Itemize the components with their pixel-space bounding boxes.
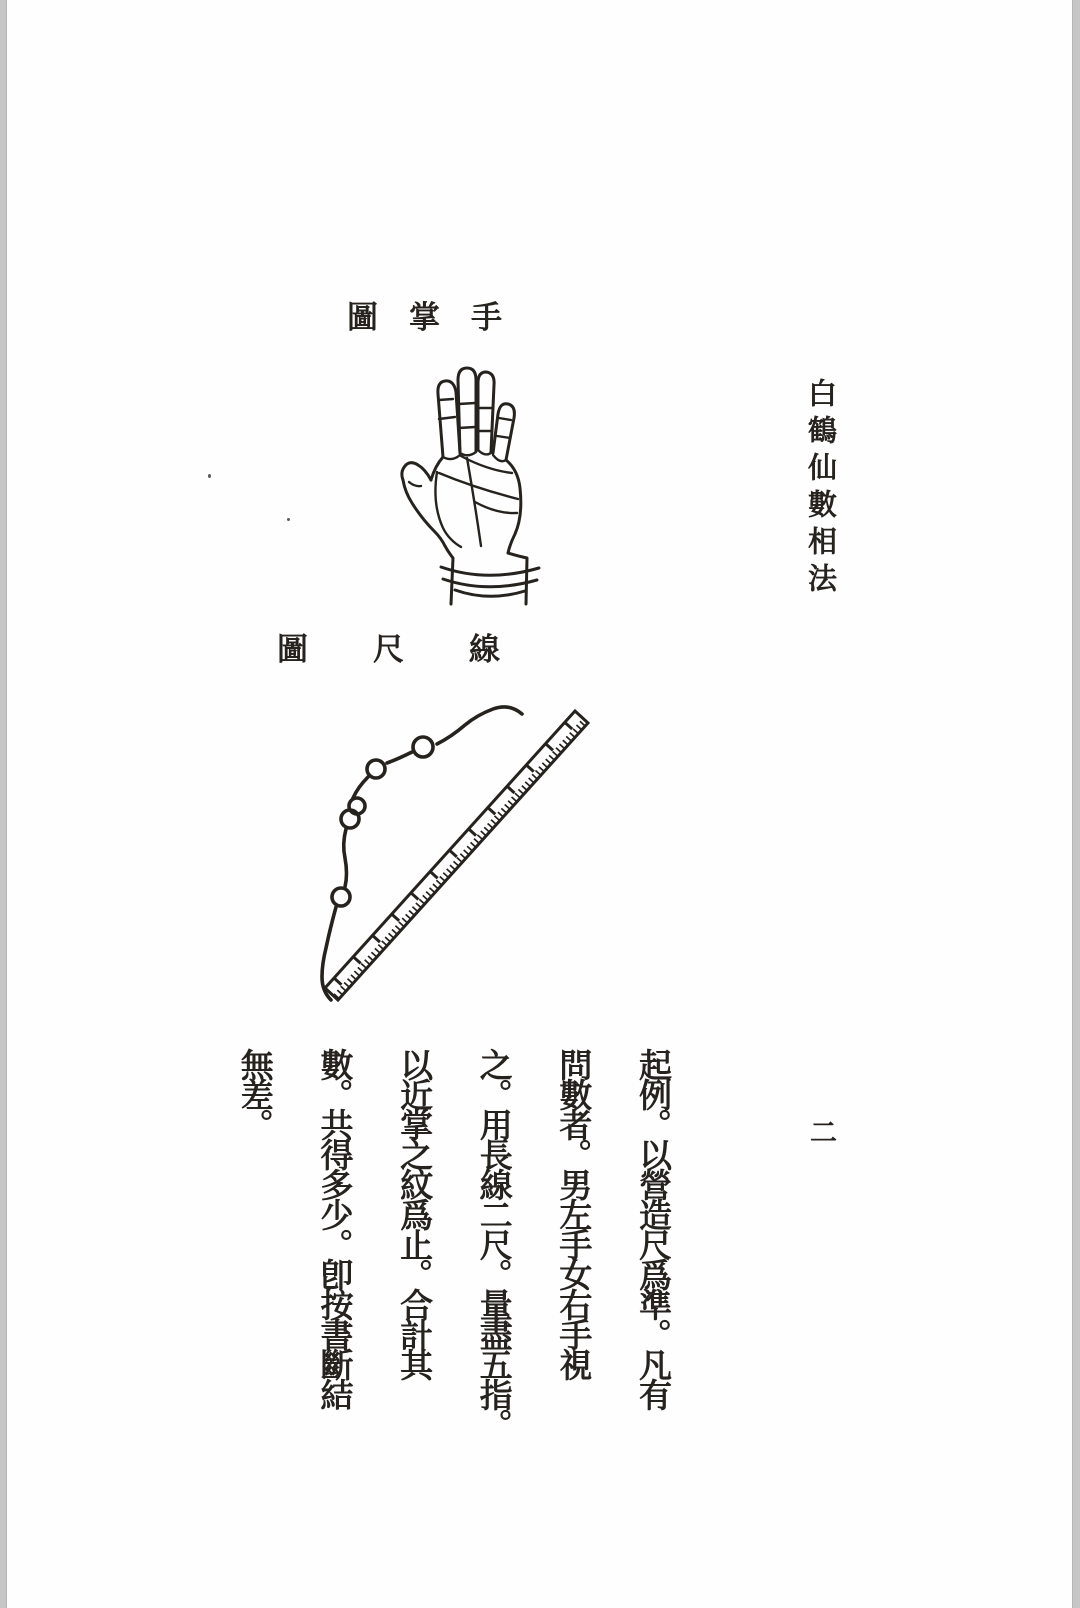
page-left-edge	[0, 0, 7, 1608]
body-text	[191, 1048, 669, 1438]
page-right-edge	[1072, 0, 1080, 1608]
text-column: 之。用長線二尺。量盡五指。	[474, 1048, 511, 1438]
text-column: 數。共得多少。卽按書斷結	[315, 1048, 352, 1408]
hand-figure-caption: 手掌圖	[347, 300, 533, 335]
ruler-figure-caption: 線尺圖	[277, 632, 565, 667]
ruler-string-illustration	[288, 686, 624, 1008]
scan-speck	[287, 518, 290, 521]
text-column: 起例。以營造尺爲準。凡有	[634, 1048, 670, 1408]
scan-speck	[208, 474, 211, 478]
text-column: 無差。	[235, 1048, 272, 1138]
page-number: 二	[806, 1118, 836, 1145]
book-title-vertical: 白鶴仙數相法	[804, 378, 836, 600]
text-column: 問數者。男左手女右手視	[554, 1048, 591, 1378]
hand-palm-illustration	[378, 356, 600, 606]
text-column: 以近掌之紋爲止。合計其	[395, 1048, 432, 1378]
